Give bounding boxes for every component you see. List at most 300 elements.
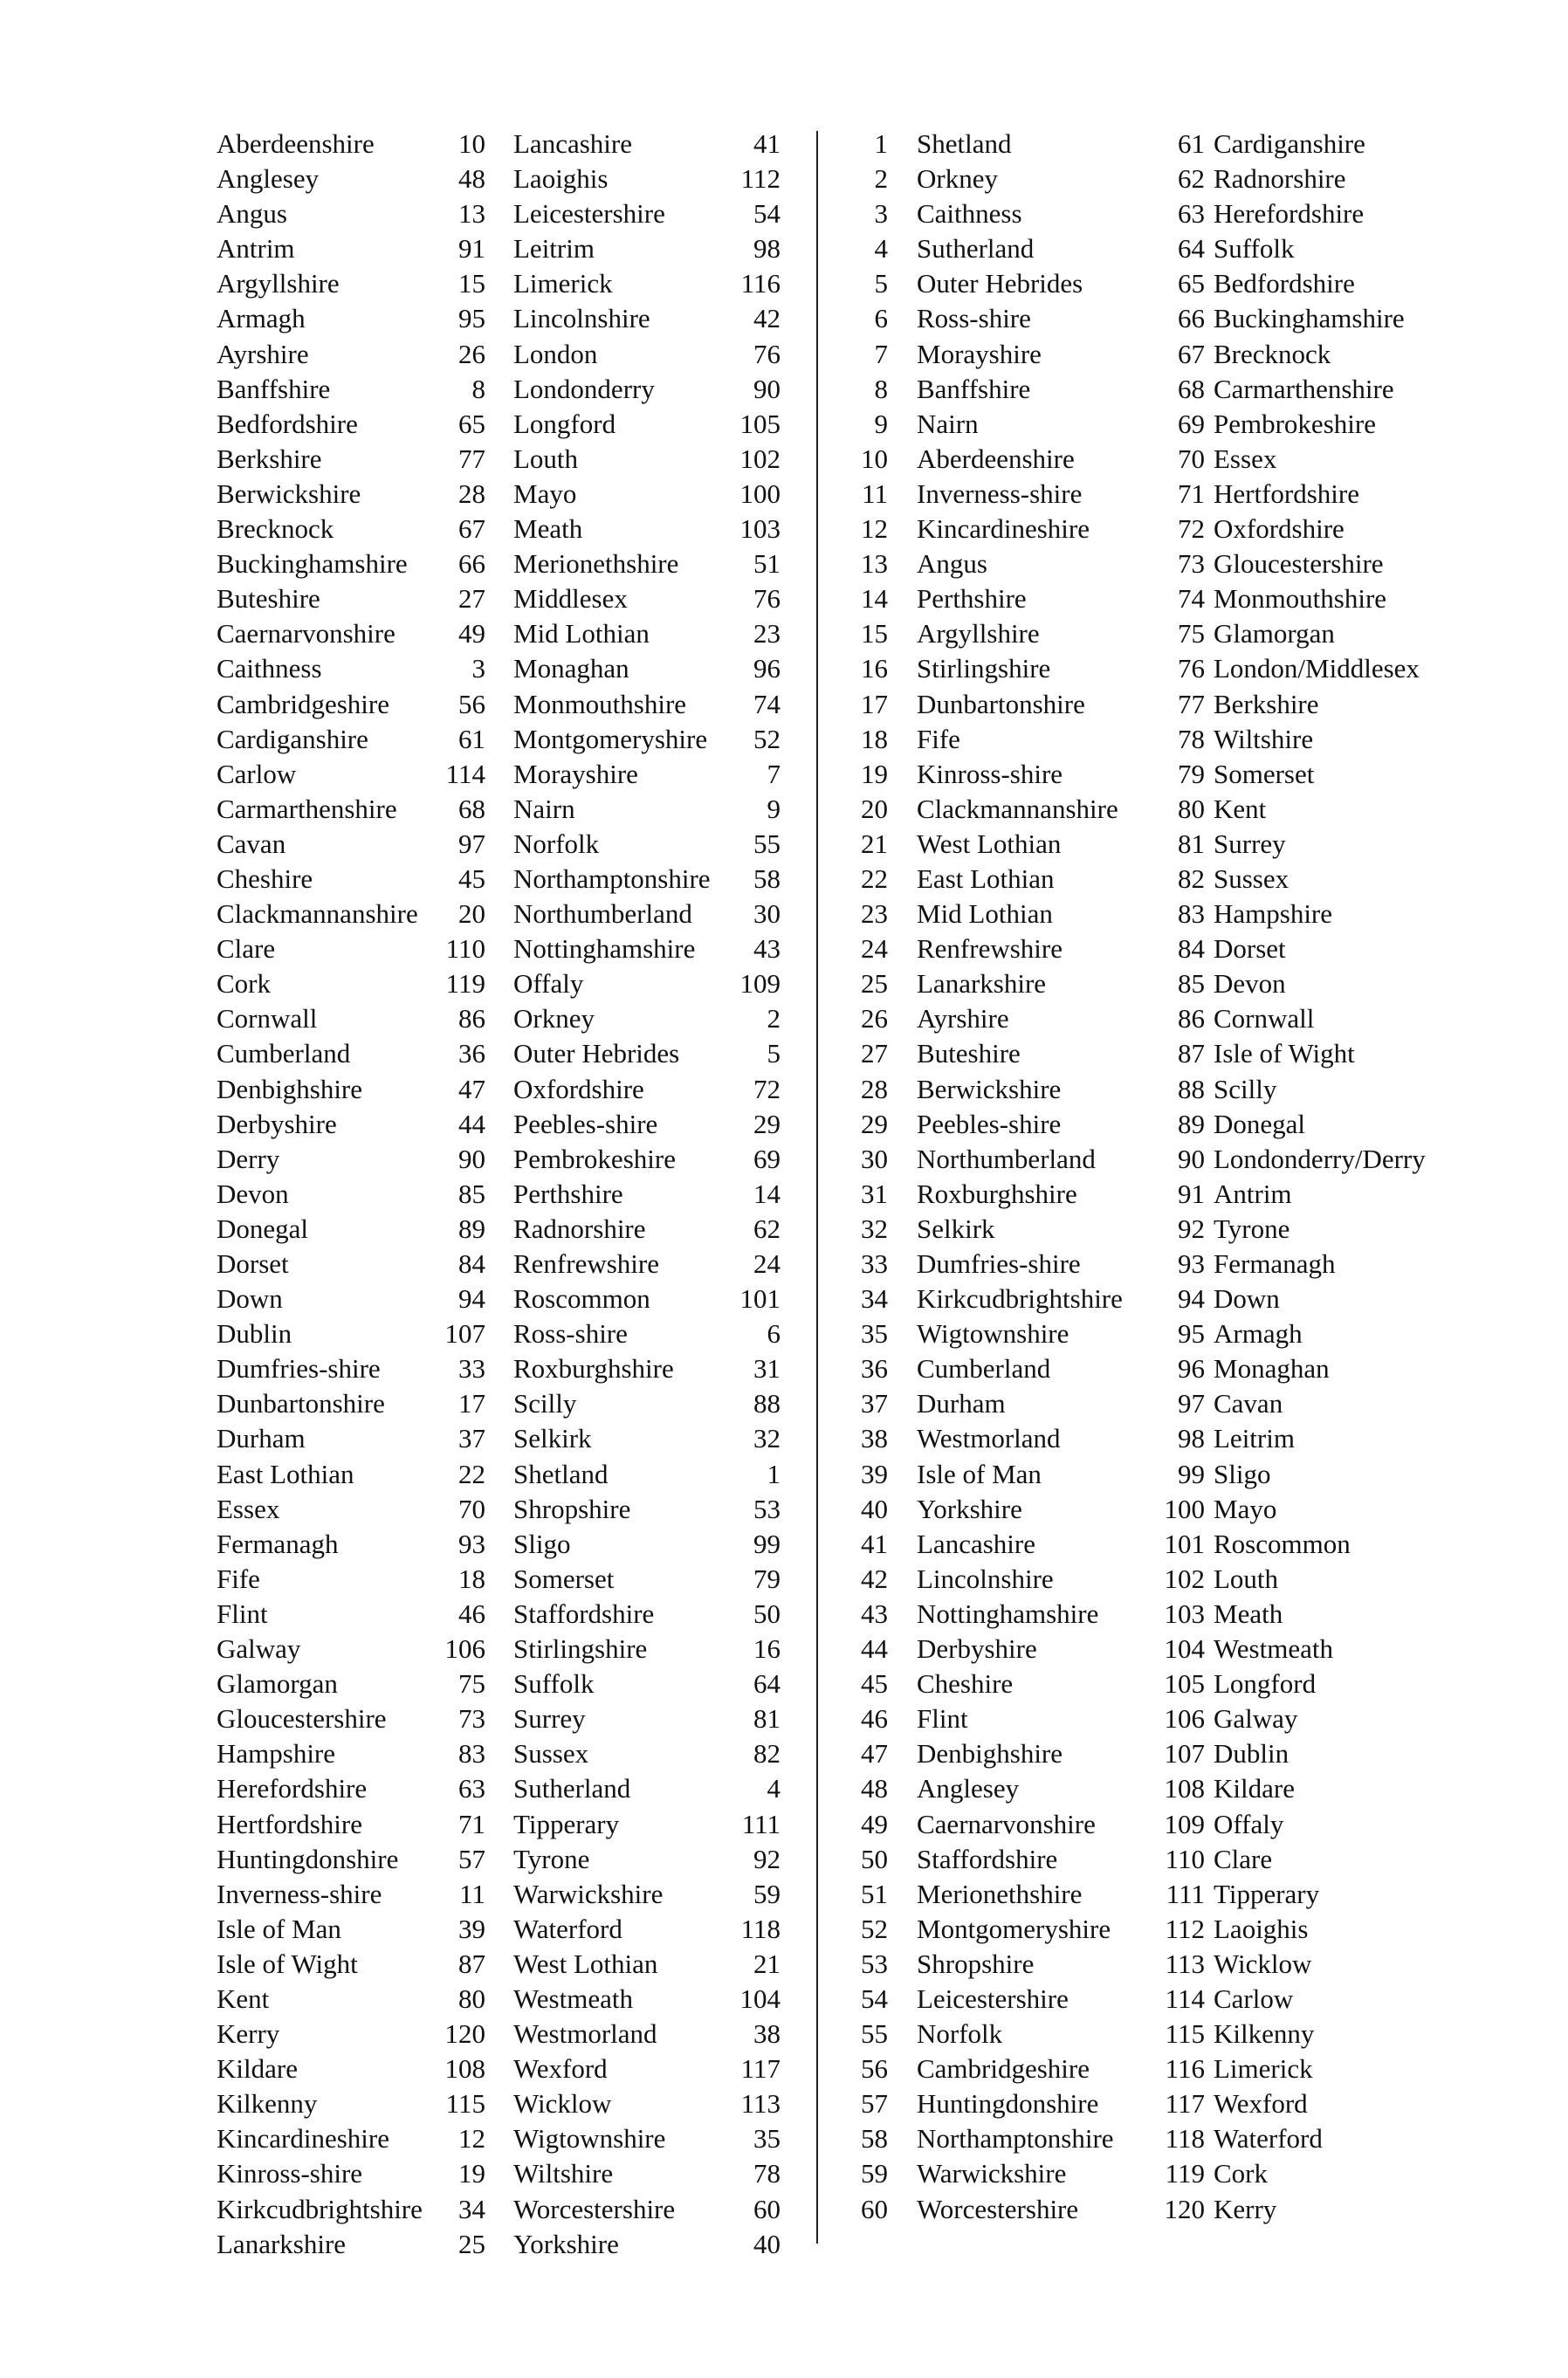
list-item: [217, 301, 485, 336]
county-name: Sutherland: [917, 233, 1035, 265]
list-item: [851, 687, 1166, 722]
county-name: Lanarkshire: [217, 2228, 347, 2259]
county-code: 102: [739, 443, 781, 474]
list-item: [1152, 1316, 1502, 1351]
county-name: Leicestershire: [513, 198, 665, 230]
county-code: 76: [1178, 653, 1205, 684]
county-name: Yorkshire: [917, 1493, 1022, 1524]
list-item: [217, 1107, 485, 1142]
county-code: 60: [753, 2193, 781, 2224]
list-item: [1152, 512, 1502, 546]
list-item: [851, 266, 1166, 301]
county-code: 18: [458, 1563, 485, 1594]
list-item: [851, 2017, 1166, 2052]
county-name: Flint: [917, 1703, 968, 1735]
list-item: [217, 372, 485, 407]
county-code: 59: [861, 2158, 888, 2189]
county-code: 16: [861, 653, 888, 684]
county-name: Oxfordshire: [1214, 513, 1344, 545]
county-name: Warwickshire: [513, 1878, 664, 1909]
county-name: Selkirk: [917, 1213, 995, 1244]
county-code: 100: [1164, 1493, 1205, 1524]
county-code: 51: [861, 1878, 888, 1909]
county-code: 108: [1164, 1773, 1205, 1804]
county-name: Kincardineshire: [217, 2123, 389, 2155]
county-name: Isle of Man: [917, 1458, 1042, 1489]
county-code: 30: [753, 898, 781, 930]
county-name: Offaly: [513, 968, 584, 1000]
county-code: 35: [861, 1318, 888, 1350]
county-name: Durham: [217, 1423, 306, 1454]
list-item: [217, 442, 485, 477]
county-name: Gloucestershire: [217, 1703, 387, 1735]
list-item: [513, 1351, 781, 1386]
list-item: [513, 1247, 781, 1282]
county-code: 44: [861, 1633, 888, 1665]
county-name: Isle of Wight: [217, 1948, 358, 1979]
county-name: Down: [217, 1283, 283, 1315]
list-item: [1152, 1842, 1502, 1877]
county-code: 3: [471, 653, 485, 684]
county-name: Denbighshire: [217, 1073, 363, 1104]
county-code: 58: [861, 2123, 888, 2155]
county-code: 55: [753, 828, 781, 859]
county-name: Lanarkshire: [917, 968, 1047, 1000]
county-code: 98: [1178, 1423, 1205, 1454]
county-name: Isle of Man: [217, 1913, 341, 1944]
county-code: 13: [458, 198, 485, 230]
county-name: Orkney: [917, 163, 998, 195]
county-code: 40: [861, 1493, 888, 1524]
county-name: Kildare: [217, 2053, 298, 2085]
county-code: 33: [861, 1248, 888, 1279]
county-name: Galway: [217, 1633, 301, 1665]
list-item: [1152, 162, 1502, 196]
list-item: [851, 546, 1166, 581]
county-code: 43: [861, 1598, 888, 1629]
list-item: [1152, 1597, 1502, 1632]
county-name: Meath: [513, 513, 583, 545]
county-name: Armagh: [1214, 1318, 1303, 1350]
county-code: 71: [458, 1808, 485, 1839]
county-name: Essex: [217, 1493, 280, 1524]
list-item: [1152, 1947, 1502, 1982]
county-name: Lancashire: [513, 128, 632, 159]
list-item: [851, 1316, 1166, 1351]
county-code: 38: [753, 2018, 781, 2050]
county-code: 63: [458, 1773, 485, 1804]
county-name: Caernarvonshire: [917, 1808, 1096, 1839]
county-code: 109: [739, 968, 781, 1000]
list-item: [851, 792, 1166, 827]
county-name: Wigtownshire: [513, 2123, 666, 2155]
county-name: Westmorland: [513, 2018, 657, 2050]
list-item: [217, 231, 485, 266]
county-name: Shropshire: [513, 1493, 631, 1524]
county-code: 10: [861, 443, 888, 474]
list-item: [217, 1667, 485, 1701]
county-code: 88: [753, 1388, 781, 1419]
county-code: 66: [458, 548, 485, 580]
county-code: 10: [458, 128, 485, 159]
list-item: [513, 1177, 781, 1212]
county-name: Cavan: [217, 828, 286, 859]
list-item: [217, 1947, 485, 1982]
list-item: [513, 897, 781, 931]
list-item: [1152, 1107, 1502, 1142]
list-item: [217, 687, 485, 722]
county-code: 1: [874, 128, 888, 159]
county-code: 108: [444, 2053, 485, 2085]
county-name: Nairn: [513, 793, 575, 824]
list-item: [1152, 827, 1502, 862]
list-item: [851, 1597, 1166, 1632]
county-code: 23: [861, 898, 888, 930]
list-item: [513, 1282, 781, 1316]
county-name: Berkshire: [217, 443, 322, 474]
county-name: Leicestershire: [917, 1983, 1069, 2014]
list-item: [1152, 2017, 1502, 2052]
list-item: [513, 1947, 781, 1982]
county-code: 107: [1164, 1738, 1205, 1770]
list-item: [513, 512, 781, 546]
county-name: Mid Lothian: [917, 898, 1053, 930]
list-item: [851, 1912, 1166, 1947]
county-code: 43: [753, 933, 781, 965]
list-item: [513, 266, 781, 301]
county-code: 36: [458, 1038, 485, 1069]
county-name: Derbyshire: [917, 1633, 1037, 1665]
list-item: [851, 1492, 1166, 1527]
county-name: Buckinghamshire: [217, 548, 408, 580]
county-name: Stirlingshire: [917, 653, 1051, 684]
county-name: Norfolk: [513, 828, 600, 859]
county-code: 17: [458, 1388, 485, 1419]
list-item: [513, 2017, 781, 2052]
list-item: [851, 1771, 1166, 1806]
county-name: Lincolnshire: [513, 303, 650, 334]
list-item: [513, 196, 781, 231]
list-item: [851, 2156, 1166, 2191]
list-item: [1152, 1632, 1502, 1667]
county-code: 32: [753, 1423, 781, 1454]
list-item: [1152, 2086, 1502, 2121]
list-item: [513, 2156, 781, 2191]
county-name: Leitrim: [513, 233, 595, 265]
county-name: Bedfordshire: [1214, 268, 1355, 299]
county-name: Somerset: [513, 1563, 615, 1594]
county-code: 106: [444, 1633, 485, 1665]
county-name: Wigtownshire: [917, 1318, 1069, 1350]
list-item: [513, 407, 781, 442]
numbered-list-column-1: [851, 127, 1166, 2227]
county-code: 32: [861, 1213, 888, 1244]
county-code: 7: [874, 338, 888, 369]
county-code: 46: [861, 1703, 888, 1735]
list-item: [217, 827, 485, 862]
county-name: Dunbartonshire: [217, 1388, 385, 1419]
county-name: Antrim: [217, 233, 295, 265]
list-item: [217, 1282, 485, 1316]
county-name: Pembrokeshire: [513, 1143, 676, 1174]
county-name: Monmouthshire: [513, 688, 687, 719]
county-name: Cheshire: [217, 863, 313, 894]
county-code: 53: [753, 1493, 781, 1524]
county-code: 28: [861, 1073, 888, 1104]
county-code: 56: [458, 688, 485, 719]
list-item: [851, 966, 1166, 1001]
county-code: 26: [458, 338, 485, 369]
county-name: Ayrshire: [217, 338, 309, 369]
county-name: East Lothian: [917, 863, 1055, 894]
list-item: [851, 862, 1166, 897]
list-item: [1152, 1421, 1502, 1456]
county-name: West Lothian: [513, 1948, 658, 1979]
county-code: 45: [458, 863, 485, 894]
list-item: [1152, 1982, 1502, 2017]
county-name: Buckinghamshire: [1214, 303, 1405, 334]
county-code: 26: [861, 1003, 888, 1034]
county-name: Herefordshire: [1214, 198, 1365, 230]
county-code: 19: [458, 2158, 485, 2189]
list-item: [851, 1457, 1166, 1492]
county-code: 15: [861, 618, 888, 649]
county-code: 85: [1178, 968, 1205, 1000]
county-name: Worcestershire: [917, 2193, 1079, 2224]
list-item: [513, 1771, 781, 1806]
county-code: 17: [861, 688, 888, 719]
list-item: [217, 966, 485, 1001]
county-name: Angus: [217, 198, 287, 230]
county-code: 29: [753, 1108, 781, 1139]
list-item: [851, 127, 1166, 162]
list-item: [217, 546, 485, 581]
county-code: 75: [1178, 618, 1205, 649]
county-code: 2: [767, 1003, 781, 1034]
county-code: 90: [458, 1143, 485, 1174]
county-code: 94: [458, 1283, 485, 1315]
county-code: 87: [1178, 1038, 1205, 1069]
county-name: Yorkshire: [513, 2228, 619, 2259]
list-item: [1152, 2052, 1502, 2086]
list-item: [1152, 2156, 1502, 2191]
list-item: [513, 127, 781, 162]
county-code: 118: [1165, 2123, 1205, 2155]
county-name: Donegal: [1214, 1108, 1306, 1139]
county-name: Gloucestershire: [1214, 548, 1384, 580]
list-item: [851, 1807, 1166, 1842]
county-code: 95: [458, 303, 485, 334]
county-code: 71: [1178, 478, 1205, 509]
list-item: [1152, 651, 1502, 686]
list-item: [513, 1421, 781, 1456]
list-item: [851, 337, 1166, 372]
county-name: Tipperary: [1214, 1878, 1320, 1909]
county-code: 86: [1178, 1003, 1205, 1034]
county-code: 107: [444, 1318, 485, 1350]
county-name: Kincardineshire: [917, 513, 1090, 545]
list-item: [513, 2121, 781, 2156]
county-code: 80: [1178, 793, 1205, 824]
county-code: 24: [861, 933, 888, 965]
list-item: [851, 1947, 1166, 1982]
county-name: Limerick: [513, 268, 613, 299]
list-item: [1152, 266, 1502, 301]
list-item: [217, 1212, 485, 1247]
county-code: 22: [458, 1458, 485, 1489]
list-item: [1152, 1492, 1502, 1527]
list-item: [851, 1107, 1166, 1142]
county-code: 53: [861, 1948, 888, 1979]
county-code: 79: [753, 1563, 781, 1594]
list-item: [851, 231, 1166, 266]
county-code: 82: [753, 1738, 781, 1770]
county-name: Bedfordshire: [217, 408, 358, 439]
list-item: [217, 1632, 485, 1667]
list-item: [1152, 1736, 1502, 1771]
list-item: [217, 2086, 485, 2121]
list-item: [217, 407, 485, 442]
county-code: 61: [1178, 128, 1205, 159]
county-code: 112: [740, 163, 781, 195]
county-code: 37: [861, 1388, 888, 1419]
county-code: 42: [753, 303, 781, 334]
list-item: [513, 442, 781, 477]
county-code: 38: [861, 1423, 888, 1454]
county-code: 92: [753, 1843, 781, 1874]
list-item: [513, 2192, 781, 2227]
list-item: [851, 2192, 1166, 2227]
list-item: [513, 966, 781, 1001]
county-code: 9: [767, 793, 781, 824]
alphabetical-index-column-2: [513, 127, 784, 2262]
list-item: [217, 1247, 485, 1282]
county-code: 73: [458, 1703, 485, 1735]
county-name: Waterford: [513, 1913, 622, 1944]
list-item: [217, 2121, 485, 2156]
county-code: 34: [458, 2193, 485, 2224]
county-code: 47: [861, 1738, 888, 1770]
county-name: Waterford: [1214, 2123, 1323, 2155]
county-code: 58: [753, 863, 781, 894]
county-name: Fife: [917, 723, 960, 754]
county-name: Cheshire: [917, 1668, 1014, 1700]
county-name: Outer Hebrides: [513, 1038, 680, 1069]
county-name: Kent: [1214, 793, 1267, 824]
county-name: Roxburghshire: [513, 1353, 674, 1385]
list-item: [513, 1386, 781, 1421]
county-code: 112: [1165, 1913, 1205, 1944]
county-code: 33: [458, 1353, 485, 1385]
county-name: Anglesey: [217, 163, 320, 195]
county-code: 14: [753, 1178, 781, 1209]
county-name: Monaghan: [1214, 1353, 1330, 1385]
county-name: Denbighshire: [917, 1738, 1063, 1770]
county-code: 12: [458, 2123, 485, 2155]
list-item: [851, 407, 1166, 442]
county-code: 119: [445, 968, 485, 1000]
county-code: 18: [861, 723, 888, 754]
county-code: 67: [458, 513, 485, 545]
county-name: Wiltshire: [1214, 723, 1314, 754]
county-code: 39: [861, 1458, 888, 1489]
county-code: 62: [1178, 163, 1205, 195]
county-name: Banffshire: [217, 373, 331, 404]
county-name: Isle of Wight: [1214, 1038, 1355, 1069]
county-name: Westmeath: [513, 1983, 633, 2014]
county-name: Shetland: [513, 1458, 609, 1489]
county-name: Kerry: [1214, 2193, 1277, 2224]
county-code: 57: [458, 1843, 485, 1874]
county-code: 100: [739, 478, 781, 509]
list-item: [851, 162, 1166, 196]
county-code: 89: [1178, 1108, 1205, 1139]
list-item: [851, 1036, 1166, 1071]
list-item: [851, 1667, 1166, 1701]
county-name: Cambridgeshire: [217, 688, 390, 719]
county-name: Radnorshire: [513, 1213, 646, 1244]
county-code: 68: [458, 793, 485, 824]
list-item: [513, 931, 781, 966]
county-name: Argyllshire: [217, 268, 340, 299]
list-item: [1152, 1351, 1502, 1386]
county-name: Shetland: [917, 128, 1012, 159]
list-item: [851, 1736, 1166, 1771]
county-name: Radnorshire: [1214, 163, 1346, 195]
list-item: [217, 2156, 485, 2191]
list-item: [1152, 1072, 1502, 1107]
county-name: Essex: [1214, 443, 1277, 474]
county-code: 117: [740, 2053, 781, 2085]
list-item: [217, 1386, 485, 1421]
county-name: Laoighis: [1214, 1913, 1309, 1944]
county-name: Lincolnshire: [917, 1563, 1054, 1594]
list-item: [1152, 1562, 1502, 1597]
county-code: 5: [767, 1038, 781, 1069]
county-code: 103: [1164, 1598, 1205, 1629]
county-name: Hampshire: [1214, 898, 1333, 930]
county-name: Glamorgan: [1214, 618, 1335, 649]
county-name: Northamptonshire: [513, 863, 711, 894]
county-name: Anglesey: [917, 1773, 1020, 1804]
list-item: [1152, 1527, 1502, 1562]
county-code: 16: [753, 1633, 781, 1665]
county-code: 51: [753, 548, 781, 580]
list-item: [1152, 1212, 1502, 1247]
county-name: Westmorland: [917, 1423, 1061, 1454]
county-name: Armagh: [217, 303, 306, 334]
county-code: 102: [1164, 1563, 1205, 1594]
county-code: 80: [458, 1983, 485, 2014]
list-item: [1152, 1667, 1502, 1701]
county-name: Sutherland: [513, 1773, 631, 1804]
county-code: 85: [458, 1178, 485, 1209]
list-item: [1152, 2192, 1502, 2227]
county-code: 81: [1178, 828, 1205, 859]
county-name: Roscommon: [1214, 1528, 1351, 1559]
county-code: 91: [458, 233, 485, 265]
county-code: 101: [1164, 1528, 1205, 1559]
county-name: Kirkcudbrightshire: [917, 1283, 1123, 1315]
county-name: Dublin: [217, 1318, 292, 1350]
county-name: Hampshire: [217, 1738, 336, 1770]
county-name: Merionethshire: [513, 548, 679, 580]
county-name: Cumberland: [217, 1038, 351, 1069]
county-code: 55: [861, 2018, 888, 2050]
county-name: Sligo: [1214, 1458, 1271, 1489]
county-name: Hertfordshire: [217, 1808, 362, 1839]
county-code: 19: [861, 758, 888, 789]
